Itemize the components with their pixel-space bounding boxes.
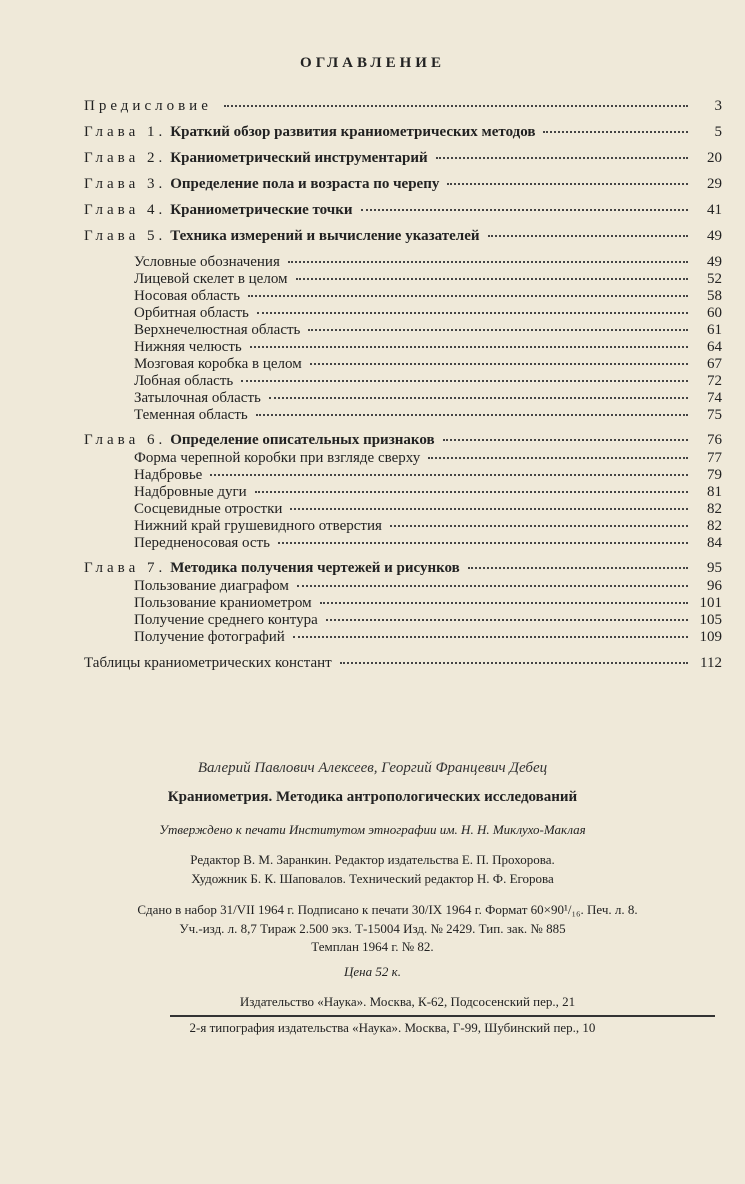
- toc-entry-title: Сосцевидные отростки: [134, 501, 283, 517]
- dot-leader: [468, 567, 688, 569]
- toc-entry-page: 61: [707, 322, 722, 338]
- dot-leader: [447, 183, 688, 185]
- toc-entry-page: 49: [707, 228, 722, 244]
- dot-leader: [443, 439, 688, 441]
- toc-entry-page: 20: [707, 150, 722, 166]
- price: Цена 52 к.: [344, 964, 401, 979]
- toc-entry-title: Краниометрические точки: [170, 202, 353, 218]
- toc-entry-page: 3: [714, 98, 722, 114]
- toc-entry: [134, 305, 722, 322]
- toc-entry-page: 79: [707, 467, 722, 483]
- toc-entry: [84, 98, 722, 115]
- dot-leader: [256, 414, 688, 416]
- toc-entry: [134, 501, 722, 518]
- toc-entry: [84, 150, 722, 167]
- toc-entry-title: Получение среднего контура: [134, 612, 318, 628]
- dot-leader: [210, 474, 688, 476]
- toc-entry-title: Определение описательных признаков: [170, 432, 435, 448]
- dot-leader: [250, 346, 688, 348]
- toc-entry-title: Форма черепной коробки при взгляде сверху: [134, 450, 421, 466]
- dot-leader: [297, 585, 688, 587]
- toc-entry-title: Нижняя челюсть: [134, 339, 242, 355]
- print-info-1: Сдано в набор 31/VII 1964 г. Подписано к печати 30/IX 1964 г. Формат 60×90¹/₁₆. Печ. л. 8.: [137, 902, 638, 917]
- toc-entry: [84, 202, 722, 219]
- toc-entry: [134, 484, 722, 501]
- toc-entry-title: Получение фотографий: [134, 629, 285, 645]
- toc-entry: [84, 432, 722, 449]
- toc-entry-title: Мозговая коробка в целом: [134, 356, 302, 372]
- toc-entry-page: 96: [707, 578, 722, 594]
- toc-entry: [134, 339, 722, 356]
- dot-leader: [308, 329, 688, 331]
- dot-leader: [248, 295, 688, 297]
- dot-leader: [390, 525, 688, 527]
- dot-leader: [543, 131, 688, 133]
- toc-entry-title: Теменная область: [134, 407, 248, 423]
- dot-leader: [290, 508, 688, 510]
- toc-entry: [134, 271, 722, 288]
- toc-entry: [84, 176, 722, 193]
- toc-entry-title: Пользование диаграфом: [134, 578, 289, 594]
- toc-entry-title: Пользование краниометром: [134, 595, 312, 611]
- toc-entry-title: Нижний край грушевидного отверстия: [134, 518, 382, 534]
- book-title: Краниометрия. Методика антропологических исследований: [167, 789, 578, 805]
- toc-entry: [84, 124, 722, 141]
- toc-entry-title: Лобная область: [134, 373, 234, 389]
- toc-entry: [84, 655, 722, 672]
- toc-entry-page: 76: [707, 432, 722, 448]
- toc-entry-page: 52: [707, 271, 722, 287]
- toc-entry: [134, 390, 722, 407]
- toc-entry-title: Техника измерений и вычисление указателей: [170, 228, 480, 244]
- toc-entry: [134, 450, 722, 467]
- toc-entry: [134, 407, 722, 424]
- editors-line-2: Художник Б. К. Шаповалов. Технический редактор Н. Ф. Егорова: [191, 871, 554, 886]
- toc-entry-page: 58: [707, 288, 722, 304]
- toc-entry-title: Затылочная область: [134, 390, 261, 406]
- dot-leader: [224, 105, 688, 107]
- toc-entry-page: 74: [707, 390, 722, 406]
- toc-entry: [134, 578, 722, 595]
- dot-leader: [361, 209, 688, 211]
- toc-entry-page: 60: [707, 305, 722, 321]
- toc-entry-title: Условные обозначения: [134, 254, 280, 270]
- printer: 2-я типография издательства «Наука». Москва, Г-99, Шубинский пер., 10: [189, 1020, 596, 1035]
- toc-entry-title: Лицевой скелет в целом: [134, 271, 288, 287]
- toc-entry: [84, 228, 722, 245]
- divider: [170, 1015, 715, 1017]
- dot-leader: [269, 397, 688, 399]
- toc-entry-title: Носовая область: [134, 288, 241, 304]
- toc-entry: [134, 467, 722, 484]
- editors-line-1: Редактор В. М. Заранкин. Редактор издательства Е. П. Прохорова.: [190, 852, 555, 867]
- toc-entry-page: 109: [699, 629, 722, 645]
- toc-entry: [84, 560, 722, 577]
- toc-entry-page: 82: [707, 518, 722, 534]
- publisher: Издательство «Наука». Москва, К-62, Подсосенский пер., 21: [239, 994, 576, 1009]
- toc-entry: [134, 254, 722, 271]
- toc-entry-prefix: Глава 2.: [84, 150, 167, 166]
- dot-leader: [296, 278, 688, 280]
- dot-leader: [310, 363, 688, 365]
- toc-entry-page: 75: [707, 407, 722, 423]
- toc-entry-prefix: Глава 4.: [84, 202, 167, 218]
- toc-entry: [134, 373, 722, 390]
- toc-title: ОГЛАВЛЕНИЕ: [300, 55, 445, 71]
- toc-entry-prefix: Глава 7.: [84, 560, 167, 576]
- authors: Валерий Павлович Алексеев, Георгий Францевич Дебец: [197, 760, 548, 776]
- toc-entry-page: 5: [714, 124, 722, 140]
- toc-entry-page: 112: [700, 655, 722, 671]
- dot-leader: [255, 491, 688, 493]
- toc-entry: [134, 288, 722, 305]
- toc-entry: [134, 322, 722, 339]
- toc-entry-title: Определение пола и возраста по черепу: [170, 176, 440, 192]
- toc-entry-prefix: Предисловие: [84, 98, 212, 114]
- dot-leader: [241, 380, 688, 382]
- dot-leader: [278, 542, 688, 544]
- approval-note: Утверждено к печати Институтом этнографии им. Н. Н. Миклухо-Маклая: [159, 822, 586, 837]
- toc-entry-page: 84: [707, 535, 722, 551]
- toc-entry: [134, 356, 722, 373]
- toc-entry-page: 41: [707, 202, 722, 218]
- toc-entry-title: Орбитная область: [134, 305, 249, 321]
- dot-leader: [288, 261, 688, 263]
- dot-leader: [257, 312, 688, 314]
- toc-entry-prefix: Глава 6.: [84, 432, 167, 448]
- toc-entry-page: 29: [707, 176, 722, 192]
- toc-entry-page: 49: [707, 254, 722, 270]
- dot-leader: [428, 457, 688, 459]
- dot-leader: [293, 636, 688, 638]
- toc-entry: [134, 629, 722, 646]
- toc-entry-page: 105: [699, 612, 722, 628]
- toc-entry: [134, 518, 722, 535]
- toc-entry-title: Верхнечелюстная область: [134, 322, 301, 338]
- toc-entry-title: Методика получения чертежей и рисунков: [170, 560, 460, 576]
- toc-entry-prefix: Глава 1.: [84, 124, 167, 140]
- dot-leader: [436, 157, 688, 159]
- dot-leader: [488, 235, 688, 237]
- toc-entry: [134, 595, 722, 612]
- toc-entry-title: Краткий обзор развития краниометрических методов: [170, 124, 536, 140]
- dot-leader: [320, 602, 688, 604]
- dot-leader: [340, 662, 688, 664]
- toc-entry-prefix: Глава 3.: [84, 176, 167, 192]
- toc-entry-page: 64: [707, 339, 722, 355]
- print-info-2: Уч.-изд. л. 8,7 Тираж 2.500 экз. Т-15004 Изд. № 2429. Тип. зак. № 885: [179, 921, 566, 936]
- toc-entry-page: 67: [707, 356, 722, 372]
- toc-entry-page: 77: [707, 450, 722, 466]
- print-info-3: Темплан 1964 г. № 82.: [311, 939, 434, 954]
- toc-entry-title: Надбровье: [134, 467, 203, 483]
- toc-entry-page: 72: [707, 373, 722, 389]
- toc-entry-title: Надбровные дуги: [134, 484, 247, 500]
- toc-entry-page: 95: [707, 560, 722, 576]
- toc-entry-page: 82: [707, 501, 722, 517]
- dot-leader: [326, 619, 688, 621]
- toc-entry-page: 81: [707, 484, 722, 500]
- toc-entry-prefix: Глава 5.: [84, 228, 167, 244]
- toc-entry-title: Краниометрический инструментарий: [170, 150, 428, 166]
- toc-entry: [134, 612, 722, 629]
- toc-entry-page: 101: [699, 595, 722, 611]
- toc-entry-title: Таблицы краниометрических констант: [84, 655, 332, 671]
- toc-entry-title: Передненосовая ость: [134, 535, 270, 551]
- toc-entry: [134, 535, 722, 552]
